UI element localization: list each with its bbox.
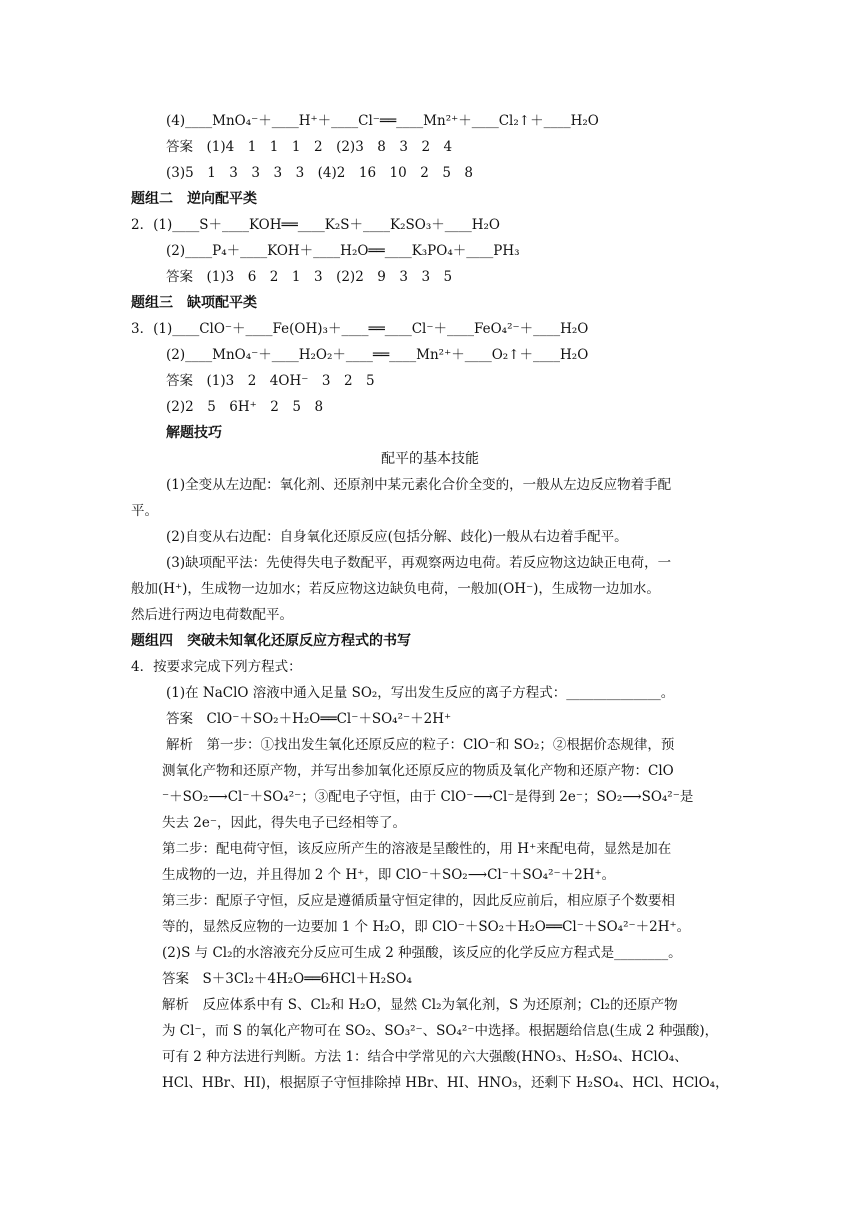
answer-line: 答案 (1)3 2 4OH⁻ 3 2 5 xyxy=(166,373,375,389)
question-3-1: 3．(1)____ClO⁻＋____Fe(OH)₃＋____══____Cl⁻＋____FeO₄²⁻＋____H₂O xyxy=(131,321,589,337)
analysis-paragraph: 可有 2 种方法进行判断。方法 1：结合中学常见的六大强酸(HNO₃、H₂SO₄、HClO₄、 xyxy=(162,1049,688,1065)
section-heading: 题组四 突破未知氧化还原反应方程式的书写 xyxy=(131,633,411,649)
analysis-paragraph: ⁻＋SO₂⟶Cl⁻＋SO₄²⁻；③配电子守恒，由于 ClO⁻⟶Cl⁻是得到 2e⁻；SO₂⟶SO₄²⁻是 xyxy=(162,789,694,805)
tip-paragraph: (2)自变从右边配：自身氧化还原反应(包括分解、歧化)一般从右边着手配平。 xyxy=(166,529,628,545)
tips-heading: 解题技巧 xyxy=(166,425,222,441)
tip-paragraph: 般加(H⁺)，生成物一边加水；若反应物这边缺负电荷，一般加(OH⁻)，生成物一边加水。 xyxy=(131,581,660,597)
analysis-paragraph: 测氧化产物和还原产物，并写出参加氧化还原反应的物质及氧化产物和还原产物：ClO xyxy=(162,763,674,779)
analysis-paragraph: 解析 反应体系中有 S、Cl₂和 H₂O，显然 Cl₂为氧化剂，S 为还原剂；Cl₂的还原产物 xyxy=(162,997,678,1013)
question-2-1: 2．(1)____S＋____KOH══____K₂S＋____K₂SO₃＋____H₂O xyxy=(131,217,501,233)
analysis-paragraph: 为 Cl⁻，而 S 的氧化产物可在 SO₂、SO₃²⁻、SO₄²⁻中选择。根据题给信息(生成 2 种强酸)， xyxy=(162,1023,719,1039)
analysis-paragraph: 解析 第一步：①找出发生氧化还原反应的粒子：ClO⁻和 SO₂；②根据价态规律，预 xyxy=(166,737,675,753)
question-3-2: (2)____MnO₄⁻＋____H₂O₂＋____══____Mn²⁺＋____O₂↑＋____H₂O xyxy=(166,347,589,363)
section-heading: 题组二 逆向配平类 xyxy=(131,191,257,207)
question-2-2: (2)____P₄＋____KOH＋____H₂O══____K₃PO₄＋____PH₃ xyxy=(166,243,520,259)
analysis-paragraph: 等的，显然反应物的一边要加 1 个 H₂O，即 ClO⁻＋SO₂＋H₂O══Cl⁻＋SO₄²⁻＋2H⁺。 xyxy=(162,919,691,935)
answer-line: 答案 ClO⁻＋SO₂＋H₂O══Cl⁻＋SO₄²⁻＋2H⁺ xyxy=(166,711,452,727)
question-4: 4．按要求完成下列方程式： xyxy=(131,659,302,675)
analysis-paragraph: HCl、HBr、HI)，根据原子守恒排除掉 HBr、HI、HNO₃，还剩下 H₂SO₄、HCl、HClO₄， xyxy=(162,1075,729,1091)
analysis-paragraph: 生成物的一边，并且得加 2 个 H⁺，即 ClO⁻＋SO₂⟶Cl⁻＋SO₄²⁻＋2H⁺。 xyxy=(162,867,616,883)
analysis-paragraph: 第二步：配电荷守恒，该反应所产生的溶液是呈酸性的，用 H⁺来配电荷，显然是加在 xyxy=(162,841,672,857)
analysis-paragraph: 失去 2e⁻，因此，得失电子已经相等了。 xyxy=(162,815,406,831)
answer-line: 答案 (1)4 1 1 1 2 (2)3 8 3 2 4 xyxy=(166,139,453,155)
answer-line: 答案 S＋3Cl₂＋4H₂O══6HCl＋H₂SO₄ xyxy=(162,971,412,987)
answer-line: 答案 (1)3 6 2 1 3 (2)2 9 3 3 5 xyxy=(166,269,453,285)
tip-paragraph: 平。 xyxy=(131,503,158,519)
equation-4: (4)____MnO₄⁻＋____H⁺＋____Cl⁻══____Mn²⁺＋____Cl₂↑＋____H₂O xyxy=(166,113,599,129)
question-4-1: (1)在 NaClO 溶液中通入足量 SO₂，写出发生反应的离子方程式：______________。 xyxy=(166,685,675,701)
tip-paragraph: (3)缺项配平法：先使得失电子数配平，再观察两边电荷。若反应物这边缺正电荷，一 xyxy=(166,555,672,571)
tip-paragraph: 然后进行两边电荷数配平。 xyxy=(131,607,293,623)
answer-line: (2)2 5 6H⁺ 2 5 8 xyxy=(166,399,324,415)
question-4-2: (2)S 与 Cl₂的水溶液充分反应可生成 2 种强酸，该反应的化学反应方程式是________。 xyxy=(162,945,682,961)
answer-line: (3)5 1 3 3 3 3 (4)2 16 10 2 5 8 xyxy=(166,165,473,181)
analysis-paragraph: 第三步：配原子守恒，反应是遵循质量守恒定律的，因此反应前后，相应原子个数要相 xyxy=(162,893,675,909)
section-heading: 题组三 缺项配平类 xyxy=(131,295,257,311)
tip-paragraph: (1)全变从左边配：氧化剂、还原剂中某元素化合价全变的，一般从左边反应物着手配 xyxy=(166,477,672,493)
tips-title: 配平的基本技能 xyxy=(381,451,479,467)
